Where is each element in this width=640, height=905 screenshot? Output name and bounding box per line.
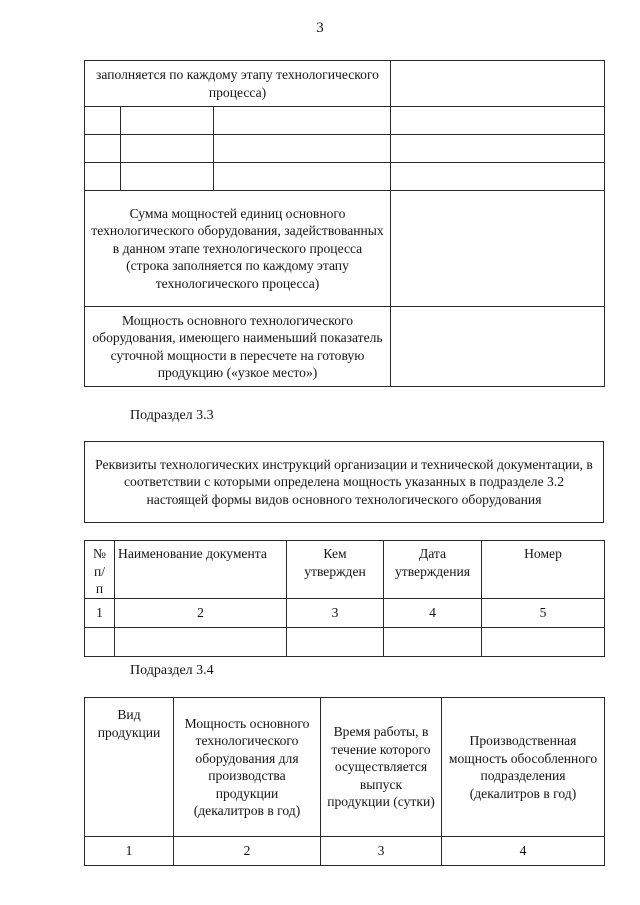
bottleneck-cell: Мощность основного технологического оборудования, имеющего наименьший показатель суточной мощности в пересчете на готовую продукцию («узкое место») bbox=[85, 307, 391, 387]
subsection-3-4-heading: Подраздел 3.4 bbox=[130, 663, 214, 678]
sum-capacity-cell: Сумма мощностей единиц основного технологического оборудования, задействованных в данном этапе технологического процесса (строка заполняется по каждому этапу технологического процесса) bbox=[85, 191, 391, 307]
value-cell bbox=[391, 191, 605, 307]
table-row bbox=[85, 837, 605, 866]
table-row bbox=[85, 61, 605, 107]
table-row bbox=[85, 135, 605, 163]
documents-table bbox=[84, 540, 605, 657]
header-cell: Вид продукции bbox=[85, 698, 174, 837]
capacity-table bbox=[84, 60, 605, 387]
box-text: Реквизиты технологических инструкций организации и технической документации, в соответствии с которыми определена мощность указанных в подразделе 3.2 настоящей формы видов основного технологического оборудования bbox=[95, 456, 593, 507]
column-number: 5 bbox=[482, 598, 605, 627]
value-cell bbox=[391, 307, 605, 387]
header-cell: Производственная мощность обособленного подразделения (декалитров в год) bbox=[442, 698, 605, 837]
column-number: 4 bbox=[442, 837, 605, 866]
header-cell: Время работы, в течение которого осуществляется выпуск продукции (сутки) bbox=[321, 698, 442, 837]
table-row bbox=[85, 307, 605, 387]
column-number: 1 bbox=[85, 837, 174, 866]
table-row bbox=[85, 191, 605, 307]
table-header-row bbox=[85, 541, 605, 599]
column-number: 2 bbox=[174, 837, 321, 866]
header-cell: № п/п bbox=[85, 541, 115, 599]
page-number: 3 bbox=[316, 20, 324, 36]
column-number: 4 bbox=[384, 598, 482, 627]
header-cell: Мощность основного технологического оборудования для производства продукции (декалитров в год) bbox=[174, 698, 321, 837]
header-cell: Дата утверждения bbox=[384, 541, 482, 599]
column-number: 3 bbox=[321, 837, 442, 866]
table-row bbox=[85, 107, 605, 135]
header-cell: Кем утвержден bbox=[287, 541, 384, 599]
table-header-row bbox=[85, 698, 605, 837]
column-number: 2 bbox=[115, 598, 287, 627]
documents-requisites-box bbox=[84, 441, 604, 523]
table-row bbox=[85, 627, 605, 656]
production-capacity-table bbox=[84, 697, 605, 866]
header-cell: Номер bbox=[482, 541, 605, 599]
header-cell: Наименование документа bbox=[115, 541, 287, 599]
column-number: 3 bbox=[287, 598, 384, 627]
value-cell bbox=[391, 61, 605, 107]
stage-note-cell: заполняется по каждому этапу технологического процесса) bbox=[85, 61, 391, 107]
subsection-3-3-heading: Подраздел 3.3 bbox=[130, 408, 214, 423]
table-row bbox=[85, 163, 605, 191]
table-row bbox=[85, 598, 605, 627]
column-number: 1 bbox=[85, 598, 115, 627]
